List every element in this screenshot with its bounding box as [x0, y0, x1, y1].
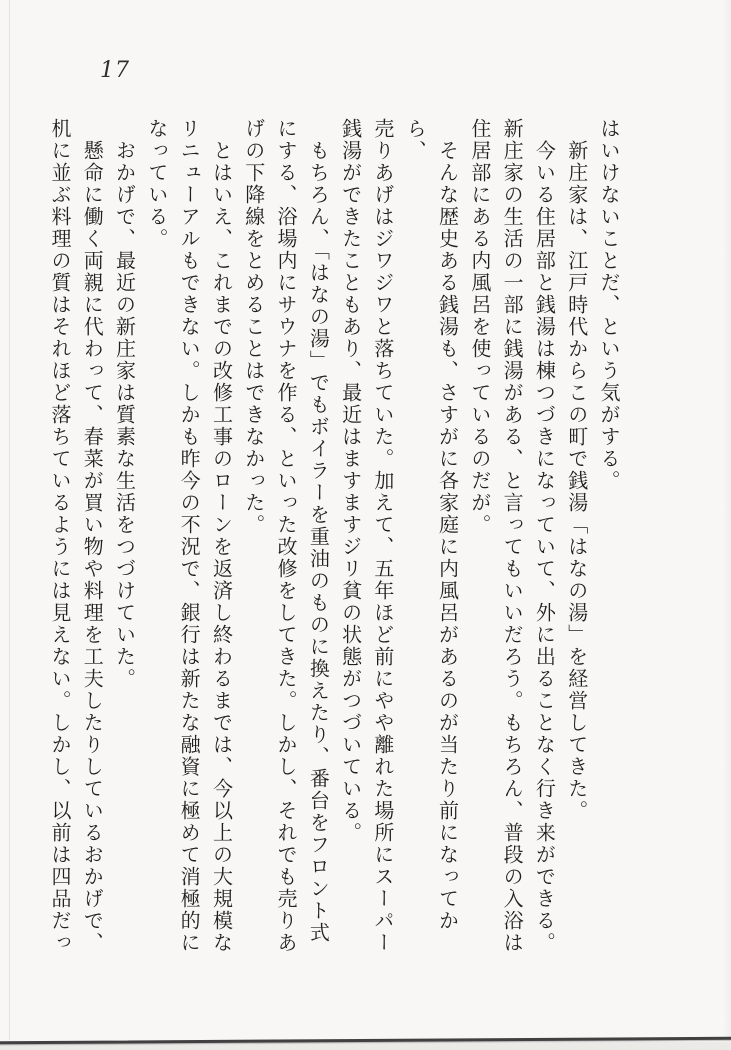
text-column: リニューアルもできない。しかも昨今の不況で、銀行は新たな融資に極めて消極的に: [177, 118, 202, 954]
text-column: なっている。: [144, 118, 169, 250]
scan-right-edge-shade: [723, 0, 731, 1038]
text-column: げの下降線をとめることはできなかった。: [241, 118, 266, 536]
text-column: 売りあげはジワジワと落ちていた。加えて、五年ほど前にやや離れた場所にスーパー: [370, 118, 395, 954]
text-column: 机に並ぶ料理の質はそれほど落ちているようには見えない。しかし、以前は四品だっ: [47, 118, 72, 954]
text-column: 新庄家は、江戸時代からこの町で銭湯「はなの湯」を経営してきた。: [564, 140, 589, 822]
text-column: とはいえ、これまでの改修工事のローンを返済し終わるまでは、今以上の大規模な: [209, 140, 234, 954]
text-column: もちろん、「はなの湯」でもボイラーを重油のものに換えたり、番台をフロント式: [306, 140, 331, 944]
text-column: 銭湯ができたこともあり、最近はますますジリ貧の状態がつづいている。: [338, 118, 363, 844]
page-number: 17: [100, 58, 130, 83]
text-column: 懸命に働く両親に代わって、春菜が買い物や料理を工夫したりしているおかげで、: [80, 140, 105, 954]
scan-gutter-line: [9, 0, 10, 1040]
text-column: 住居部にある内風呂を使っているのだが。: [467, 118, 492, 536]
text-column: おかげで、最近の新庄家は質素な生活をつづけていた。: [112, 140, 137, 690]
text-column: 新庄家の生活の一部に銭湯がある、と言ってもいいだろう。もちろん、普段の入浴は: [500, 118, 525, 954]
vertical-text-block: [47, 118, 625, 974]
text-column: はいけないことだ、という気がする。: [597, 118, 621, 492]
text-column: 今いる住居部と銭湯は棟つづきになっていて、外に出ることなく行き来ができる。: [532, 140, 557, 954]
text-column: そんな歴史ある銭湯も、さすがに各家庭に内風呂があるのが当たり前になってから、: [403, 118, 460, 932]
text-column: にする、浴場内にサウナを作る、といった改修をしてきた。しかし、それでも売りあ: [274, 118, 299, 954]
